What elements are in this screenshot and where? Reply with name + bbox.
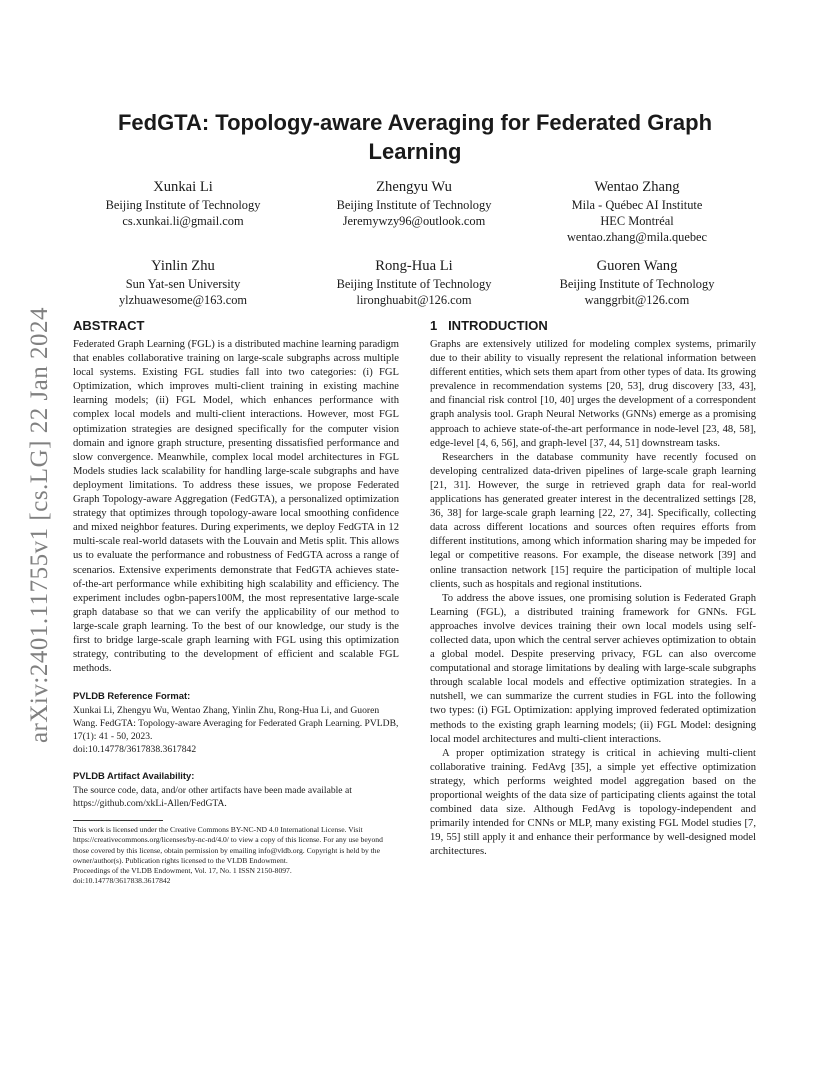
author-email: lironghuabit@126.com: [356, 293, 472, 307]
footnote-rule: [73, 820, 163, 821]
author-name: Guoren Wang: [596, 258, 678, 274]
author-name: Zhengyu Wu: [376, 179, 452, 195]
author-email: Jeremywzy96@outlook.com: [342, 214, 486, 228]
author-email: cs.xunkai.li@gmail.com: [122, 214, 244, 228]
author-name: Xunkai Li: [153, 179, 213, 195]
author-block: [63, 257, 303, 308]
author-email: wanggrbit@126.com: [584, 293, 690, 307]
author-block: [517, 178, 757, 245]
author-block: [63, 178, 303, 229]
artifact-text: The source code, data, and/or other artifacts have been made available at https://github.com/xkLi-Allen/FedGTA.: [73, 785, 352, 810]
intro-paragraph: Researchers in the database community have recently focused on developing centralized data-driven pipelines of large-scale graph learning [21, 31]. However, the surge in retrieved graph data for real-world applications has generated greater interest in the decentralized settings [28, 36, 38] for large-scale graph learning [22, 27, 34]. Specifically, collecting data across different locations and sources often requires efforts from different institutions, among which information sharing may be impeded for legal or competitive reasons. For example, the disease network [39] and online transaction network [15] require the participation of multiple local clients, such as hospitals and regional institutions.: [430, 451, 756, 590]
arxiv-identifier: [18, 290, 62, 760]
author-affiliation: Beijing Institute of Technology: [105, 198, 261, 212]
reference-format: [73, 690, 399, 756]
introduction-heading: 1 INTRODUCTION: [430, 318, 548, 333]
doi-footnote: doi:10.14778/3617838.3617842: [73, 876, 171, 886]
author-affiliation: Beijing Institute of Technology: [336, 198, 492, 212]
right-column: [430, 318, 756, 859]
author-affiliation: Beijing Institute of Technology: [559, 277, 715, 291]
author-email: wentao.zhang@mila.quebec: [566, 230, 708, 244]
arxiv-identifier-text: arXiv:2401.11755v1 [cs.LG] 22 Jan 2024: [26, 306, 54, 744]
author-name: Wentao Zhang: [594, 179, 680, 195]
license-footnote: This work is licensed under the Creative Commons BY-NC-ND 4.0 International License. Visit https://creativecommons.org/licenses/by-nc-nd/4.0/ to view a copy of this license. For any use beyond those covered by this license, obtain permission by emailing info@vldb.org. Copyright is held by the owner/author(s). Publication rights licensed to the VLDB Endowment.: [73, 825, 383, 865]
reference-format-heading: PVLDB Reference Format:: [73, 690, 191, 702]
author-email: ylzhuawesome@163.com: [118, 293, 248, 307]
reference-format-doi: doi:10.14778/3617838.3617842: [73, 744, 197, 756]
author-block: [294, 257, 534, 308]
author-name: Rong-Hua Li: [375, 258, 453, 274]
reference-format-text: Xunkai Li, Zhengyu Wu, Wentao Zhang, Yinlin Zhu, Rong-Hua Li, and Guoren Wang. FedGTA: Topology-aware Averaging for Federated Graph Learning. PVLDB, 17(1): 41 - 50, 2023.: [73, 705, 399, 743]
abstract-heading: ABSTRACT: [73, 318, 145, 333]
author-affiliation: Mila - Québec AI Institute: [571, 198, 703, 212]
left-column: [73, 318, 399, 886]
author-affiliation: Beijing Institute of Technology: [336, 277, 492, 291]
author-block: [294, 178, 534, 229]
artifact-heading: PVLDB Artifact Availability:: [73, 770, 195, 782]
paper-title: FedGTA: Topology-aware Averaging for Federated Graph Learning: [117, 110, 713, 164]
proceedings-footnote: Proceedings of the VLDB Endowment, Vol. 17, No. 1 ISSN 2150-8097.: [73, 866, 292, 876]
intro-paragraph: Graphs are extensively utilized for modeling complex systems, primarily due to their ability to visually represent the relational information between different entities, which sets them apart from other types of data. Its growing prevalence in recommendation systems [20, 53], drug discovery [33, 43], and financial risk control [10, 40] urges the development of a correspondent graph analysis tool. Graph Neural Networks (GNNs) emerge as a promising approach to achieve state-of-the-art performance in node-level [23, 48, 58], edge-level [4, 6, 56], and graph-level [37, 44, 51] downstream tasks.: [430, 339, 756, 449]
intro-paragraph: To address the above issues, one promising solution is Federated Graph Learning (FGL), a distributed training framework for GNNs. FGL approaches involve devices training their own local models using self-collected data, upon which the central server achieves optimization to obtain a global model. Despite preserving privacy, FGL can also overcome computational and storage limitations by dealing with large-scale subgraphs through scalable local models and effective optimization strategies. In a nutshell, we can summarize the current studies in FGL into the following two types: (i) FGL Optimization: applying improved federated optimization methods to the existing graph learning models; (ii) FGL Model: designing local model architectures and multi-client interactions.: [430, 592, 756, 745]
author-affiliation-secondary: HEC Montréal: [600, 214, 674, 228]
artifact-availability: [73, 770, 399, 810]
intro-paragraph: A proper optimization strategy is critical in achieving multi-client collaborative training. FedAvg [35], a simple yet effective optimization strategy, which performs weighted model aggregation based on the proportional weights of the data size of participating clients against the total combined data size. Although FedAvg is topology-independent and primarily intended for CNNs or MLP, many existing FGL Model studies [7, 19, 55] still apply it and enhance their performance by well-designed model architectures.: [430, 747, 756, 858]
abstract-text: Federated Graph Learning (FGL) is a distributed machine learning paradigm that enables collaborative training on large-scale subgraphs across multiple local systems. Existing FGL studies fall into two categories: (i) FGL Optimization, which improves multi-client training in existing machine learning models; (ii) FGL Model, which enhances performance with complex local models and multi-client interactions. However, most FGL optimization strategies are designed specifically for the computer vision domain and ignore graph structure, presenting dissatisfied performance and slow convergence. Meanwhile, complex local model architectures in FGL Models studies lack scalability for handling large-scale subgraphs and have deployment limitations. To address these issues, we propose Federated Graph Topology-aware Aggregation (FedGTA), a personalized optimization strategy that optimizes through topology-aware local smoothing confidence and mixed neighbor features. During experiments, we deploy FedGTA in 12 multi-scale real-world datasets with the Louvain and Metis split. This allows us to evaluate the performance and robustness of FedGTA across a range of scenarios. Extensive experiments demonstrate that FedGTA achieves state-of-the-art performance while exhibiting high scalability and efficiency. The experiment includes ogbn-papers100M, the most representative large-scale graph database so that we can verify the applicability of our method to large-scale graph learning. To the best of our knowledge, our study is the first to bridge large-scale graph learning with FGL using this optimization strategy, contributing to the development of efficient and scalable FGL methods.: [73, 339, 399, 675]
author-affiliation: Sun Yat-sen University: [125, 277, 241, 291]
author-name: Yinlin Zhu: [151, 258, 215, 274]
author-block: [517, 257, 757, 308]
